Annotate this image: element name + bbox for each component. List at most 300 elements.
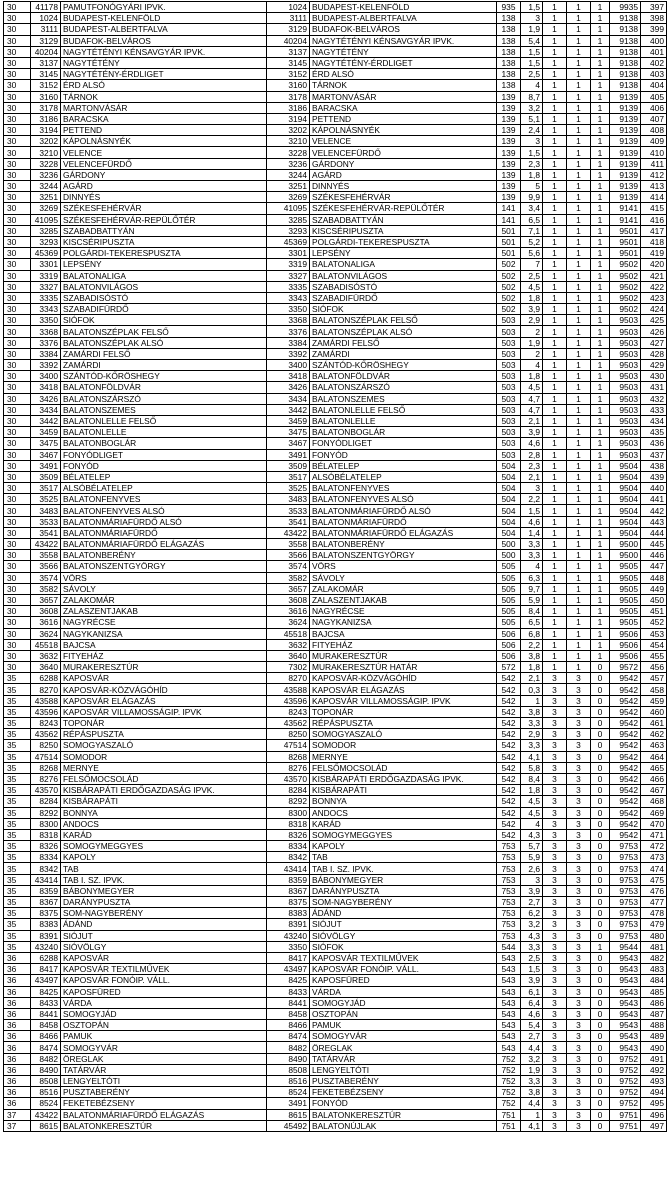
table-row <box>4 941 667 952</box>
to-station-code-cell: 3459 <box>267 415 310 426</box>
section-code-cell: 542 <box>497 729 521 740</box>
from-station-code-cell: 3616 <box>31 617 61 628</box>
to-station-code-cell: 8433 <box>267 986 310 997</box>
from-station-name-cell: KAPOSVÁR ELÁGAZÁS <box>61 695 267 706</box>
from-station-name-cell: GÁRDONY <box>61 169 267 180</box>
section-id-cell: 9504 <box>610 494 641 505</box>
distance-km-cell: 6,5 <box>521 214 543 225</box>
to-station-name-cell: KAPOSVÁR-KÖZVÁGÓHÍD <box>310 673 497 684</box>
row-index-cell: 489 <box>641 1031 667 1042</box>
section-code-cell: 753 <box>497 852 521 863</box>
line-number-cell: 30 <box>4 281 31 292</box>
line-number-cell: 30 <box>4 57 31 68</box>
row-index-cell: 420 <box>641 259 667 270</box>
distance-km-cell: 4,1 <box>521 1120 543 1131</box>
to-station-code-cell: 3541 <box>267 516 310 527</box>
row-index-cell: 464 <box>641 751 667 762</box>
to-station-name-cell: BALATONSZÉPLAK FELSŐ <box>310 315 497 326</box>
from-station-name-cell: KÁPOLNÁSNYÉK <box>61 136 267 147</box>
section-code-cell: 543 <box>497 1020 521 1031</box>
to-station-name-cell: SZABADBATTYÁN <box>310 214 497 225</box>
line-number-cell: 35 <box>4 852 31 863</box>
from-station-code-cell: 3251 <box>31 192 61 203</box>
row-index-cell: 423 <box>641 292 667 303</box>
row-index-cell: 451 <box>641 606 667 617</box>
to-station-name-cell: ZAMÁRDI <box>310 348 497 359</box>
to-station-name-cell: BALATONSZENTGYÖRGY <box>310 550 497 561</box>
flag-cell: 1 <box>591 348 610 359</box>
section-code-cell: 138 <box>497 24 521 35</box>
to-station-code-cell: 3525 <box>267 483 310 494</box>
flag-cell: 1 <box>591 315 610 326</box>
class-a-cell: 1 <box>543 125 567 136</box>
to-station-code-cell: 3442 <box>267 404 310 415</box>
to-station-code-cell: 8375 <box>267 897 310 908</box>
to-station-name-cell: SZABADIFÜRDŐ <box>310 292 497 303</box>
table-row <box>4 225 667 236</box>
table-row <box>4 136 667 147</box>
line-number-cell: 30 <box>4 192 31 203</box>
from-station-code-cell: 3285 <box>31 225 61 236</box>
to-station-name-cell: SIÓFOK <box>310 304 497 315</box>
flag-cell: 1 <box>591 46 610 57</box>
line-number-cell: 30 <box>4 80 31 91</box>
row-index-cell: 497 <box>641 1120 667 1131</box>
to-station-name-cell: FEKETEBÉZSENY <box>310 1087 497 1098</box>
table-row <box>4 841 667 852</box>
from-station-name-cell: ALSÓBÉLATELEP <box>61 483 267 494</box>
section-code-cell: 502 <box>497 259 521 270</box>
section-code-cell: 542 <box>497 818 521 829</box>
table-row <box>4 471 667 482</box>
section-id-cell: 9139 <box>610 113 641 124</box>
from-station-name-cell: ZAMÁRDI <box>61 360 267 371</box>
row-index-cell: 432 <box>641 393 667 404</box>
line-number-cell: 30 <box>4 125 31 136</box>
class-b-cell: 1 <box>567 315 591 326</box>
distance-km-cell: 4 <box>521 360 543 371</box>
from-station-code-cell: 3301 <box>31 259 61 270</box>
section-code-cell: 543 <box>497 1031 521 1042</box>
row-index-cell: 439 <box>641 471 667 482</box>
section-code-cell: 505 <box>497 606 521 617</box>
class-b-cell: 3 <box>567 695 591 706</box>
from-station-code-cell: 8375 <box>31 908 61 919</box>
line-number-cell: 30 <box>4 315 31 326</box>
from-station-name-cell: SZABADIFÜRDŐ <box>61 304 267 315</box>
distance-km-cell: 3,3 <box>521 740 543 751</box>
flag-cell: 1 <box>591 57 610 68</box>
from-station-code-cell: 8367 <box>31 897 61 908</box>
section-code-cell: 505 <box>497 617 521 628</box>
class-b-cell: 3 <box>567 952 591 963</box>
class-b-cell: 1 <box>567 650 591 661</box>
to-station-code-cell: 3384 <box>267 337 310 348</box>
row-index-cell: 479 <box>641 919 667 930</box>
to-station-name-cell: FONYÓD <box>310 449 497 460</box>
row-index-cell: 428 <box>641 348 667 359</box>
flag-cell: 0 <box>591 1042 610 1053</box>
class-b-cell: 3 <box>567 818 591 829</box>
flag-cell: 1 <box>591 24 610 35</box>
distance-km-cell: 5 <box>521 181 543 192</box>
from-station-code-cell: 8250 <box>31 740 61 751</box>
from-station-name-cell: NAGYTÉTÉNYI KÉNSAVGYÁR IPVK. <box>61 46 267 57</box>
section-id-cell: 9503 <box>610 371 641 382</box>
flag-cell: 1 <box>591 371 610 382</box>
flag-cell: 1 <box>591 606 610 617</box>
section-id-cell: 9543 <box>610 964 641 975</box>
from-station-code-cell: 43596 <box>31 706 61 717</box>
class-b-cell: 1 <box>567 337 591 348</box>
row-index-cell: 431 <box>641 382 667 393</box>
from-station-code-cell: 3236 <box>31 169 61 180</box>
to-station-name-cell: FONYÓDLIGET <box>310 438 497 449</box>
section-id-cell: 9503 <box>610 415 641 426</box>
flag-cell: 0 <box>591 1120 610 1131</box>
flag-cell: 0 <box>591 740 610 751</box>
from-station-name-cell: BALATONSZENTGYÖRGY <box>61 561 267 572</box>
line-number-cell: 30 <box>4 326 31 337</box>
to-station-code-cell: 43422 <box>267 527 310 538</box>
section-code-cell: 543 <box>497 1042 521 1053</box>
class-a-cell: 3 <box>543 1087 567 1098</box>
from-station-name-cell: FITYEHÁZ <box>61 650 267 661</box>
from-station-name-cell: BALATONMÁRIAFÜRDŐ ALSÓ <box>61 516 267 527</box>
to-station-code-cell: 8292 <box>267 796 310 807</box>
line-number-cell: 35 <box>4 740 31 751</box>
class-b-cell: 1 <box>567 259 591 270</box>
class-b-cell: 1 <box>567 192 591 203</box>
to-station-code-cell: 3368 <box>267 315 310 326</box>
table-row <box>4 460 667 471</box>
section-id-cell: 9543 <box>610 1020 641 1031</box>
to-station-code-cell: 3475 <box>267 427 310 438</box>
table-row <box>4 561 667 572</box>
section-id-cell: 9139 <box>610 91 641 102</box>
section-id-cell: 9503 <box>610 393 641 404</box>
row-index-cell: 493 <box>641 1076 667 1087</box>
to-station-name-cell: SZÁNTÓD-KŐRÖSHEGY <box>310 360 497 371</box>
table-row <box>4 1109 667 1120</box>
section-id-cell: 9542 <box>610 740 641 751</box>
from-station-name-cell: FONYÓD <box>61 460 267 471</box>
section-code-cell: 506 <box>497 650 521 661</box>
distance-km-cell: 9,9 <box>521 192 543 203</box>
line-number-cell: 30 <box>4 69 31 80</box>
distance-km-cell: 4,5 <box>521 382 543 393</box>
class-b-cell: 3 <box>567 1120 591 1131</box>
section-id-cell: 9752 <box>610 1053 641 1064</box>
section-code-cell: 501 <box>497 236 521 247</box>
table-row <box>4 986 667 997</box>
line-number-cell: 30 <box>4 113 31 124</box>
distance-km-cell: 4,4 <box>521 1042 543 1053</box>
distance-km-cell: 4,1 <box>521 751 543 762</box>
section-code-cell: 542 <box>497 796 521 807</box>
class-b-cell: 1 <box>567 24 591 35</box>
distance-km-cell: 0,3 <box>521 684 543 695</box>
section-code-cell: 572 <box>497 662 521 673</box>
flag-cell: 0 <box>591 997 610 1008</box>
to-station-code-cell: 3558 <box>267 539 310 550</box>
from-station-code-cell: 45518 <box>31 639 61 650</box>
distance-km-cell: 3,8 <box>521 706 543 717</box>
to-station-code-cell: 3285 <box>267 214 310 225</box>
to-station-code-cell: 3228 <box>267 147 310 158</box>
to-station-code-cell: 3491 <box>267 449 310 460</box>
class-a-cell: 1 <box>543 415 567 426</box>
section-id-cell: 9502 <box>610 270 641 281</box>
section-id-cell: 9503 <box>610 438 641 449</box>
class-a-cell: 3 <box>543 829 567 840</box>
row-index-cell: 472 <box>641 841 667 852</box>
to-station-code-cell: 8458 <box>267 1008 310 1019</box>
from-station-code-cell: 8516 <box>31 1087 61 1098</box>
table-row <box>4 997 667 1008</box>
flag-cell: 1 <box>591 471 610 482</box>
section-id-cell: 9501 <box>610 248 641 259</box>
class-b-cell: 1 <box>567 460 591 471</box>
flag-cell: 0 <box>591 986 610 997</box>
section-code-cell: 503 <box>497 404 521 415</box>
from-station-name-cell: KISCSÉRIPUSZTA <box>61 236 267 247</box>
row-index-cell: 475 <box>641 874 667 885</box>
row-index-cell: 430 <box>641 371 667 382</box>
line-number-cell: 35 <box>4 762 31 773</box>
to-station-code-cell: 3533 <box>267 505 310 516</box>
section-code-cell: 139 <box>497 169 521 180</box>
section-id-cell: 9506 <box>610 639 641 650</box>
from-station-name-cell: PETTEND <box>61 125 267 136</box>
to-station-code-cell: 3418 <box>267 371 310 382</box>
row-index-cell: 470 <box>641 818 667 829</box>
from-station-name-cell: SOMOGYMEGGYES <box>61 841 267 852</box>
distance-km-cell: 1 <box>521 1109 543 1120</box>
section-code-cell: 544 <box>497 941 521 952</box>
section-id-cell: 9935 <box>610 2 641 13</box>
to-station-name-cell: BALATONSZEMES <box>310 393 497 404</box>
class-b-cell: 1 <box>567 516 591 527</box>
section-id-cell: 9542 <box>610 695 641 706</box>
section-code-cell: 503 <box>497 371 521 382</box>
from-station-code-cell: 3558 <box>31 550 61 561</box>
flag-cell: 0 <box>591 930 610 941</box>
to-station-name-cell: TOPONÁR <box>310 706 497 717</box>
section-code-cell: 543 <box>497 975 521 986</box>
line-number-cell: 35 <box>4 695 31 706</box>
from-station-name-cell: ÖREGLAK <box>61 1053 267 1064</box>
class-a-cell: 1 <box>543 427 567 438</box>
to-station-code-cell: 41095 <box>267 203 310 214</box>
row-index-cell: 411 <box>641 158 667 169</box>
table-row <box>4 449 667 460</box>
class-a-cell: 1 <box>543 181 567 192</box>
class-b-cell: 1 <box>567 248 591 259</box>
section-code-cell: 502 <box>497 292 521 303</box>
from-station-name-cell: NAGYTÉTÉNY-ÉRDLIGET <box>61 69 267 80</box>
table-row <box>4 1008 667 1019</box>
to-station-code-cell: 8334 <box>267 841 310 852</box>
from-station-name-cell: ZALASZENTJAKAB <box>61 606 267 617</box>
class-b-cell: 3 <box>567 1053 591 1064</box>
row-index-cell: 429 <box>641 360 667 371</box>
table-row <box>4 874 667 885</box>
to-station-code-cell: 3624 <box>267 617 310 628</box>
to-station-name-cell: KISCSÉRIPUSZTA <box>310 225 497 236</box>
distance-km-cell: 1,8 <box>521 169 543 180</box>
class-b-cell: 1 <box>567 438 591 449</box>
section-code-cell: 506 <box>497 628 521 639</box>
section-code-cell: 503 <box>497 427 521 438</box>
to-station-code-cell: 3574 <box>267 561 310 572</box>
row-index-cell: 449 <box>641 583 667 594</box>
table-row <box>4 952 667 963</box>
section-id-cell: 9505 <box>610 561 641 572</box>
distance-km-cell: 2,7 <box>521 897 543 908</box>
flag-cell: 1 <box>591 304 610 315</box>
to-station-name-cell: BALATONSZÉPLAK ALSÓ <box>310 326 497 337</box>
line-number-cell: 30 <box>4 438 31 449</box>
section-id-cell: 9139 <box>610 102 641 113</box>
from-station-name-cell: VELENCE <box>61 147 267 158</box>
section-code-cell: 139 <box>497 158 521 169</box>
from-station-code-cell: 8268 <box>31 762 61 773</box>
table-row <box>4 539 667 550</box>
line-number-cell: 36 <box>4 952 31 963</box>
to-station-name-cell: SOMOGYASZALÓ <box>310 729 497 740</box>
table-row <box>4 1098 667 1109</box>
from-station-code-cell: 3418 <box>31 382 61 393</box>
flag-cell: 1 <box>591 628 610 639</box>
class-a-cell: 3 <box>543 941 567 952</box>
section-id-cell: 9138 <box>610 35 641 46</box>
from-station-code-cell: 41178 <box>31 2 61 13</box>
flag-cell: 0 <box>591 1087 610 1098</box>
class-b-cell: 3 <box>567 762 591 773</box>
line-number-cell: 36 <box>4 1053 31 1064</box>
distance-km-cell: 3,3 <box>521 539 543 550</box>
from-station-code-cell: 8490 <box>31 1064 61 1075</box>
class-a-cell: 1 <box>543 2 567 13</box>
class-a-cell: 1 <box>543 248 567 259</box>
section-id-cell: 9139 <box>610 125 641 136</box>
class-a-cell: 1 <box>543 606 567 617</box>
section-code-cell: 503 <box>497 326 521 337</box>
to-station-name-cell: SOMOGYVÁR <box>310 1031 497 1042</box>
class-b-cell: 1 <box>567 136 591 147</box>
class-a-cell: 1 <box>543 57 567 68</box>
to-station-code-cell: 8383 <box>267 908 310 919</box>
flag-cell: 0 <box>591 785 610 796</box>
from-station-code-cell: 3145 <box>31 69 61 80</box>
row-index-cell: 415 <box>641 203 667 214</box>
row-index-cell: 474 <box>641 863 667 874</box>
table-row <box>4 214 667 225</box>
row-index-cell: 400 <box>641 35 667 46</box>
flag-cell: 0 <box>591 1098 610 1109</box>
to-station-code-cell: 8466 <box>267 1020 310 1031</box>
class-b-cell: 1 <box>567 594 591 605</box>
to-station-name-cell: SOMOGYMEGGYES <box>310 829 497 840</box>
row-index-cell: 483 <box>641 964 667 975</box>
row-index-cell: 494 <box>641 1087 667 1098</box>
to-station-code-cell: 43570 <box>267 773 310 784</box>
line-number-cell: 36 <box>4 964 31 975</box>
to-station-code-cell: 3509 <box>267 460 310 471</box>
row-index-cell: 478 <box>641 908 667 919</box>
distance-km-cell: 4,5 <box>521 807 543 818</box>
to-station-name-cell: SOMODOR <box>310 740 497 751</box>
row-index-cell: 482 <box>641 952 667 963</box>
line-number-cell: 30 <box>4 539 31 550</box>
class-a-cell: 3 <box>543 930 567 941</box>
to-station-name-cell: MARTONVÁSÁR <box>310 91 497 102</box>
from-station-name-cell: NAGYKANIZSA <box>61 628 267 639</box>
section-code-cell: 502 <box>497 281 521 292</box>
class-a-cell: 1 <box>543 650 567 661</box>
to-station-code-cell: 3343 <box>267 292 310 303</box>
section-code-cell: 501 <box>497 225 521 236</box>
flag-cell: 1 <box>591 158 610 169</box>
row-index-cell: 477 <box>641 897 667 908</box>
to-station-name-cell: FELSŐMOCSOLÁD <box>310 762 497 773</box>
row-index-cell: 434 <box>641 415 667 426</box>
from-station-code-cell: 8326 <box>31 841 61 852</box>
to-station-code-cell: 3178 <box>267 91 310 102</box>
section-code-cell: 501 <box>497 248 521 259</box>
class-a-cell: 3 <box>543 706 567 717</box>
from-station-code-cell: 3426 <box>31 393 61 404</box>
table-row <box>4 662 667 673</box>
to-station-name-cell: BALATONBOGLÁR <box>310 427 497 438</box>
from-station-name-cell: ZALAKOMÁR <box>61 594 267 605</box>
flag-cell: 1 <box>591 639 610 650</box>
to-station-name-cell: BALATONLELLE FELSŐ <box>310 404 497 415</box>
table-row <box>4 348 667 359</box>
section-id-cell: 9139 <box>610 181 641 192</box>
class-b-cell: 3 <box>567 852 591 863</box>
flag-cell: 0 <box>591 829 610 840</box>
line-number-cell: 30 <box>4 393 31 404</box>
section-code-cell: 138 <box>497 13 521 24</box>
row-index-cell: 405 <box>641 91 667 102</box>
section-id-cell: 9138 <box>610 69 641 80</box>
section-code-cell: 504 <box>497 494 521 505</box>
section-id-cell: 9505 <box>610 583 641 594</box>
section-id-cell: 9542 <box>610 762 641 773</box>
from-station-name-cell: KAPOSVÁR-KÖZVÁGÓHÍD <box>61 684 267 695</box>
from-station-name-cell: BALATONBOGLÁR <box>61 438 267 449</box>
distance-km-cell: 3,2 <box>521 102 543 113</box>
distance-km-cell: 3,3 <box>521 941 543 952</box>
table-row <box>4 483 667 494</box>
row-index-cell: 418 <box>641 236 667 247</box>
from-station-name-cell: BÁBONYMEGYER <box>61 885 267 896</box>
from-station-code-cell: 3186 <box>31 113 61 124</box>
row-index-cell: 486 <box>641 997 667 1008</box>
from-station-name-cell: TAB <box>61 863 267 874</box>
class-a-cell: 1 <box>543 617 567 628</box>
row-index-cell: 491 <box>641 1053 667 1064</box>
distance-km-cell: 7 <box>521 259 543 270</box>
class-a-cell: 1 <box>543 80 567 91</box>
line-number-cell: 30 <box>4 561 31 572</box>
flag-cell: 1 <box>591 393 610 404</box>
section-code-cell: 504 <box>497 471 521 482</box>
table-row <box>4 1076 667 1087</box>
from-station-name-cell: BALATONALIGA <box>61 270 267 281</box>
